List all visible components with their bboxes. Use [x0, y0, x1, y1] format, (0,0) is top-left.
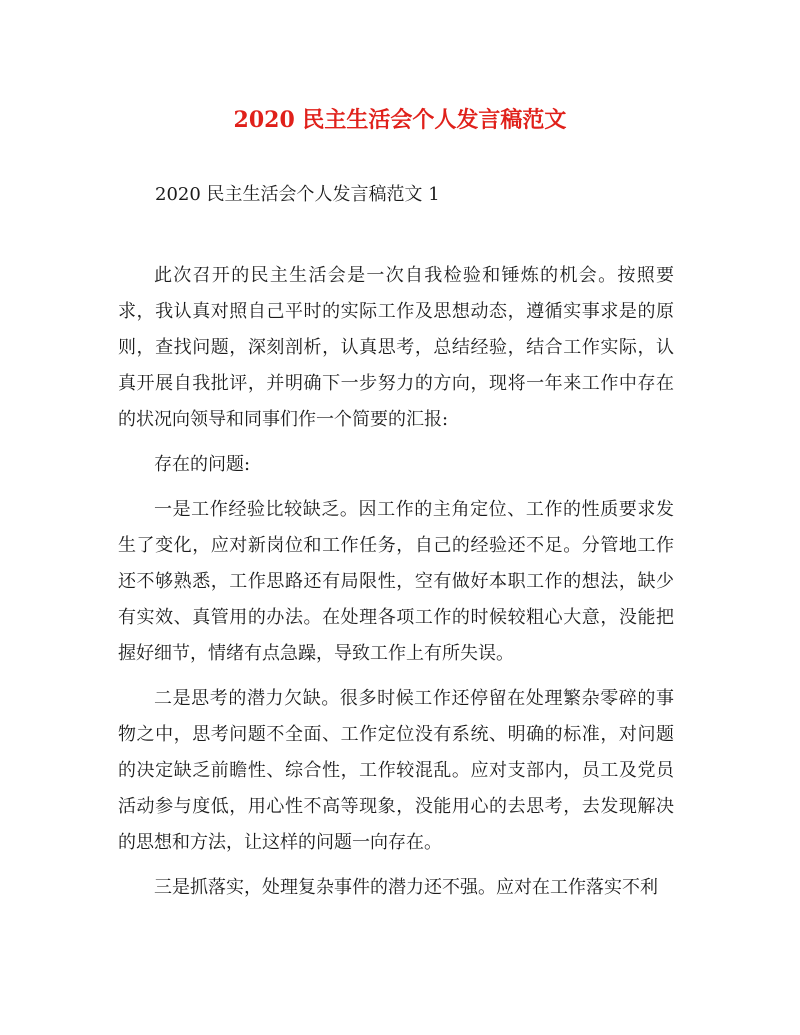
document-body [118, 258, 674, 906]
paragraph-problem-2: 二是思考的潜力欠缺。很多时候工作还停留在处理繁杂零碎的事物之中，思考问题不全面、工作定位没有系统、明确的标准，对问题的决定缺乏前瞻性、综合性，工作较混乱。应对支部内，员工及党员活动参与度低，用心性不高等现象，没能用心的去思考，去发现解决的思想和方法，让这样的问题一向存在。 [118, 688, 674, 853]
document-title: 2020 民主生活会个人发言稿范文 [233, 107, 567, 133]
paragraph-heading-problems: 存在的问题: [154, 454, 251, 475]
paragraph-problem-1: 一是工作经验比较缺乏。因工作的主角定位、工作的性质要求发生了变化，应对新岗位和工作任务，自己的经验还不足。分管地工作还不够熟悉，工作思路还有局限性，空有做好本职工作的想法，缺少有实效、真管用的办法。在处理各项工作的时候较粗心大意，没能把握好细节，情绪有点急躁，导致工作上有所失误。 [118, 499, 674, 664]
paragraph-problem-3: 三是抓落实，处理复杂事件的潜力还不强。应对在工作落实不利 [154, 877, 658, 898]
document-subtitle: 2020 民主生活会个人发言稿范文 1 [155, 184, 440, 205]
paragraph-intro: 此次召开的民主生活会是一次自我检验和锤炼的机会。按照要求，我认真对照自己平时的实际工作及思想动态，遵循实事求是的原则，查找问题，深刻剖析，认真思考，总结经验，结合工作实际，认真开展自我批评，并明确下一步努力的方向，现将一年来工作中存在的状况向领导和同事们作一个简要的汇报: [118, 265, 674, 430]
